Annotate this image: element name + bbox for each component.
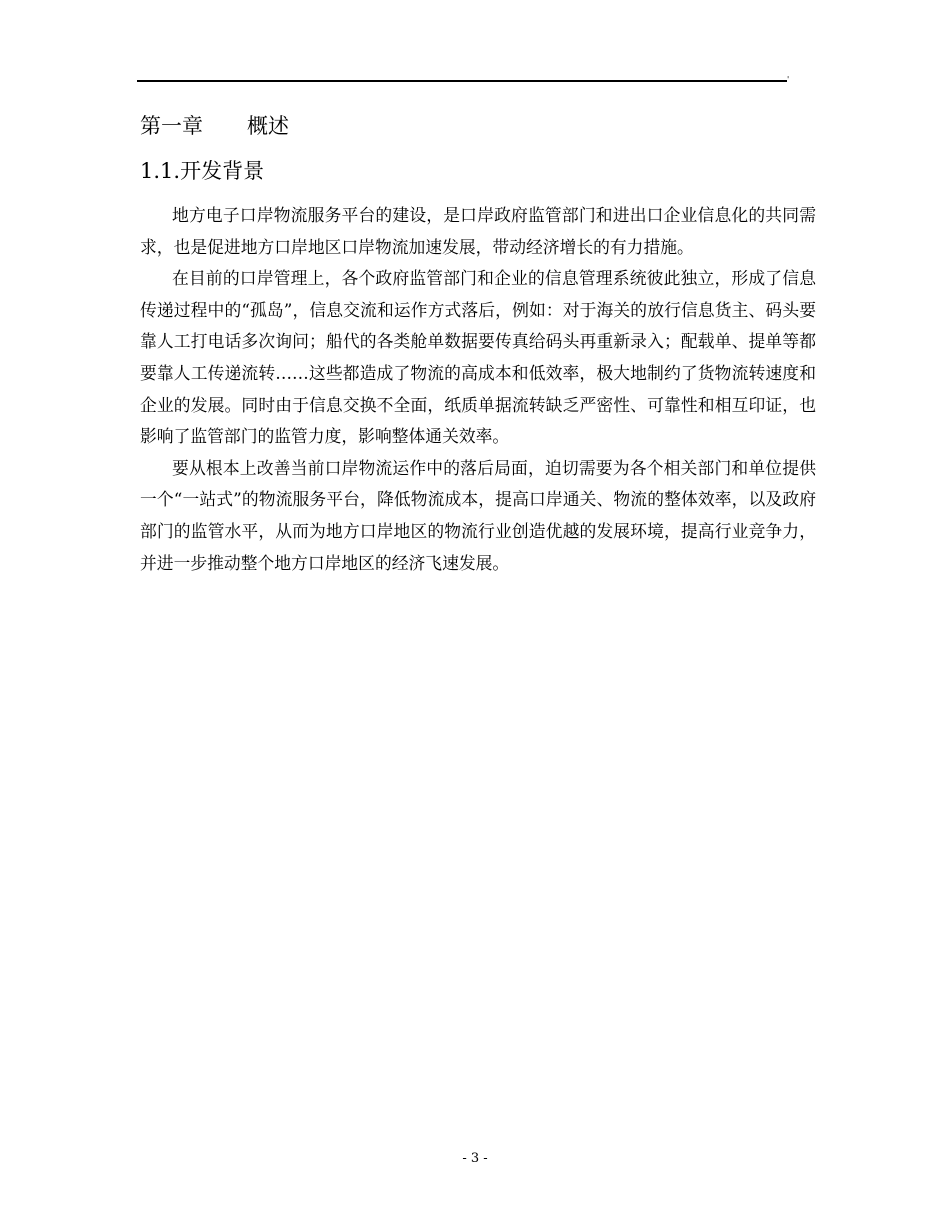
- paragraph-3: 要从根本上改善当前口岸物流运作中的落后局面，迫切需要为各个相关部门和单位提供一个“一站式”的物流服务平台，降低物流成本，提高口岸通关、物流的整体效率，以及政府部门的监管水平，从而为地方口岸地区的物流行业创造优越的发展环境，提高行业竞争力，并进一步推动整个地方口岸地区的经济飞速发展。: [140, 457, 816, 573]
- header-mark: ': [787, 75, 790, 84]
- paragraph-2: 在目前的口岸管理上，各个政府监管部门和企业的信息管理系统彼此独立，形成了信息传递过程中的“孤岛”，信息交流和运作方式落后，例如：对于海关的放行信息货主、码头要靠人工打电话多次询问；船代的各类舱单数据要传真给码头再重新录入；配载单、提单等都要靠人工传递流转……这些都造成了物流的高成本和低效率，极大地制约了货物流转速度和企业的发展。同时由于信息交换不全面，纸质单据流转缺乏严密性、可靠性和相互印证，也影响了监管部门的监管力度，影响整体通关效率。: [140, 268, 816, 447]
- body-text: [140, 200, 816, 579]
- paragraph-1: 地方电子口岸物流服务平台的建设，是口岸政府监管部门和进出口企业信息化的共同需求，也是促进地方口岸地区口岸物流加速发展，带动经济增长的有力措施。: [140, 205, 816, 257]
- chapter-heading: [140, 110, 289, 142]
- chapter-title: 概述: [247, 114, 289, 138]
- section-heading: 1.1.开发背景: [140, 159, 265, 183]
- header-rule: [137, 80, 787, 82]
- chapter-number: 第一章: [140, 114, 203, 138]
- page-number: - 3 -: [462, 1151, 488, 1166]
